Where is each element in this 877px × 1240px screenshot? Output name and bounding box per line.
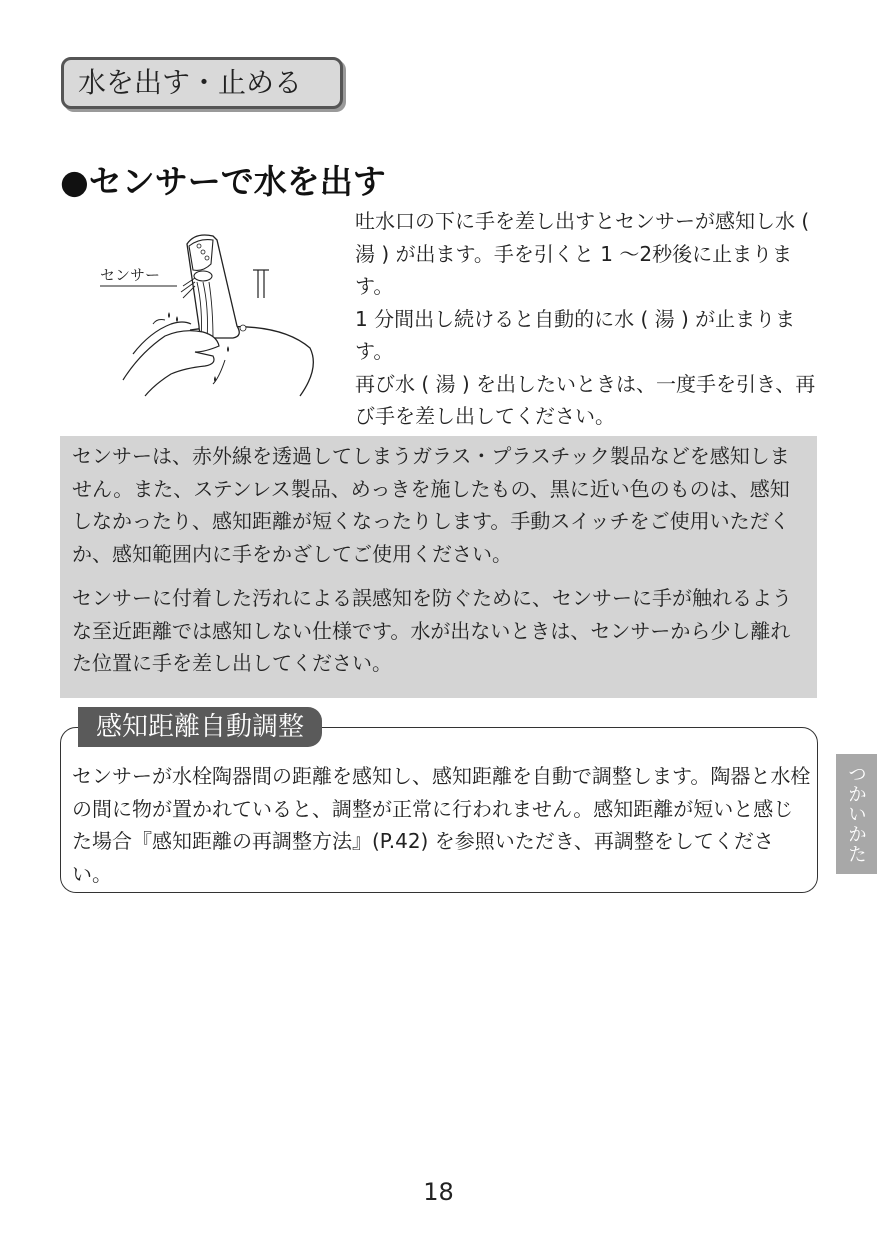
page-number: 18 <box>423 1178 454 1206</box>
notice-paragraph: センサーに付着した汚れによる誤感知を防ぐために、センサーに手が触れるような至近距離では感知しない仕様です。水が出ないときは、センサーから少し離れた位置に手を差し出してください。 <box>72 586 792 675</box>
side-tab-label: つかいかた <box>845 764 867 864</box>
adjust-body: センサーが水栓陶器間の距離を感知し、感知距離を自動で調整します。陶器と水栓の間に物が置かれていると、調整が正常に行われません。感知距離が短いと感じた場合『感知距離の再調整方法』(P.42) を参照いただき、再調整をしてください。 <box>72 764 811 886</box>
section-tab-label: 水を出す・止める <box>78 66 303 99</box>
side-tab <box>836 754 877 874</box>
main-heading: ●センサーで水を出す <box>60 162 386 201</box>
faucet-sensor-illustration <box>95 228 325 398</box>
intro-paragraph: 1 分間出し続けると自動的に水 ( 湯 ) が止まります。 <box>355 306 796 363</box>
section-tab <box>61 57 343 109</box>
intro-paragraph: 吐水口の下に手を差し出すとセンサーが感知し水 ( 湯 ) が出ます。手を引くと 1 ～2秒後に止まります。 <box>355 209 810 298</box>
intro-text <box>355 205 817 433</box>
adjust-title: 感知距離自動調整 <box>78 707 322 747</box>
sensor-label: センサー <box>100 266 161 284</box>
notice-box <box>60 436 817 698</box>
notice-paragraph: センサーは、赤外線を透過してしまうガラス・プラスチック製品などを感知しません。また、ステンレス製品、めっきを施したもの、黒に近い色のものは、感知しなかったり、感知距離が短くなったりします。手動スイッチをご使用いただくか、感知範囲内に手をかざしてご使用ください。 <box>72 444 790 566</box>
intro-paragraph: 再び水 ( 湯 ) を出したいときは、一度手を引き、再び手を差し出してください。 <box>355 371 816 428</box>
